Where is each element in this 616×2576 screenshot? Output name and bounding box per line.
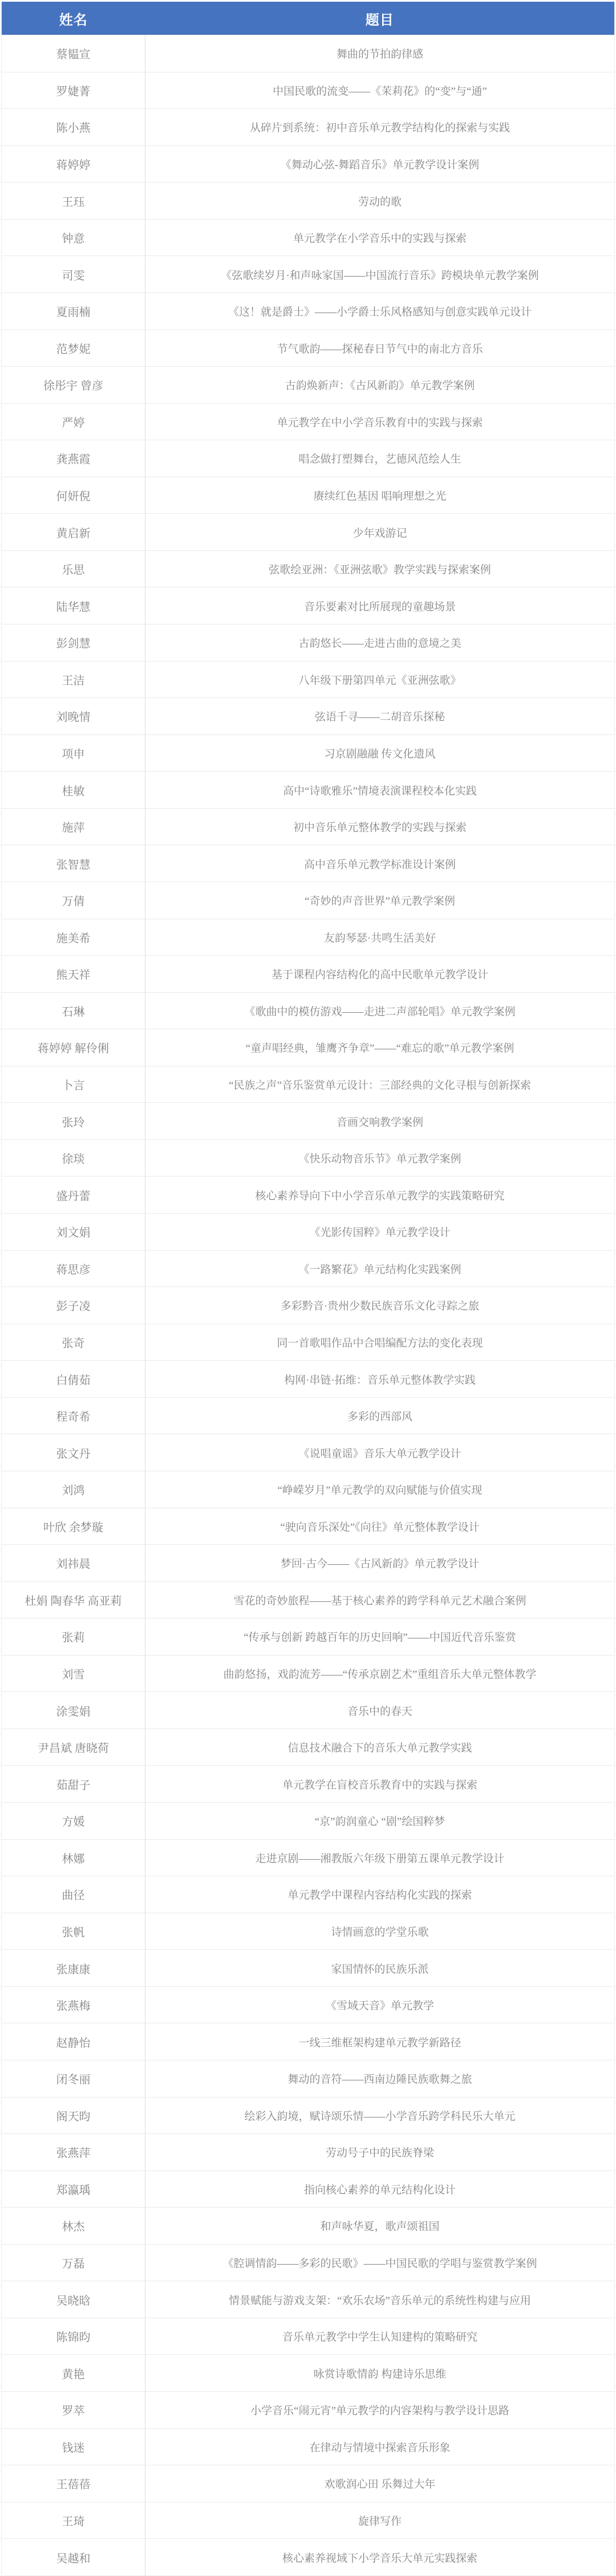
- table-row: [2, 2281, 615, 2318]
- presentation-title: 同一首歌唱作品中合唱编配方法的变化表现: [145, 1324, 615, 1361]
- table-row: [2, 145, 615, 182]
- presenter-name: 施美希: [2, 919, 145, 956]
- table-row: [2, 2318, 615, 2355]
- table-row: [2, 845, 615, 882]
- presentation-title: 单元教学在小学音乐中的实践与探索: [145, 219, 615, 256]
- table-row: [2, 1986, 615, 2023]
- presentation-title: 劳动的歌: [145, 182, 615, 220]
- presentation-title: 单元教学在中小学音乐教育中的实践与探索: [145, 403, 615, 440]
- presenter-name: 曲径: [2, 1876, 145, 1913]
- presenter-name: 蔡韫宣: [2, 35, 145, 72]
- presenter-name: 林杰: [2, 2208, 145, 2245]
- column-header-name: 姓名: [2, 2, 145, 35]
- presenter-name: 张奇: [2, 1324, 145, 1361]
- table-row: [2, 1214, 615, 1251]
- presentation-title: 少年戏游记: [145, 514, 615, 551]
- presenter-name: 张莉: [2, 1618, 145, 1656]
- presenter-name: 陆华慧: [2, 587, 145, 624]
- presentation-title: 《说唱童谣》音乐大单元教学设计: [145, 1434, 615, 1471]
- presentation-title: 梦回·古今——《古风新韵》单元教学设计: [145, 1545, 615, 1582]
- table-row: [2, 1361, 615, 1398]
- table-row: [2, 992, 615, 1029]
- presentation-title: 《这！就是爵士》——小学爵士乐风格感知与创意实践单元设计: [145, 293, 615, 330]
- table-row: [2, 1397, 615, 1434]
- presentation-title: 指向核心素养的单元结构化设计: [145, 2171, 615, 2208]
- table-row: [2, 2428, 615, 2465]
- presenter-name: 司雯: [2, 256, 145, 293]
- presenter-name: 钱迷: [2, 2428, 145, 2465]
- table-row: [2, 2465, 615, 2502]
- presentation-title: 《雪域天音》单元教学: [145, 1986, 615, 2023]
- presentation-title: “民族之声”音乐鉴赏单元设计：三部经典的文化寻根与创新探索: [145, 1066, 615, 1103]
- presenter-name: 涂雯娟: [2, 1692, 145, 1729]
- presentation-title: 音乐中的春天: [145, 1692, 615, 1729]
- presentation-title: 曲韵悠扬，戏韵流芳——“传承京剧艺术”重组音乐大单元整体教学: [145, 1655, 615, 1692]
- table-row: [2, 182, 615, 220]
- presenter-name: 白倩茹: [2, 1361, 145, 1398]
- table-row: [2, 772, 615, 809]
- presenter-name: 陈小燕: [2, 109, 145, 146]
- presenter-name: 闭冬丽: [2, 2060, 145, 2097]
- table-row: [2, 1655, 615, 1692]
- presentation-title: 中国民歌的流变——《茉莉花》的“变”与“通”: [145, 72, 615, 109]
- table-row: [2, 1545, 615, 1582]
- presentation-title: 绘彩入韵境，赋诗颂乐情——小学音乐跨学科民乐大单元: [145, 2097, 615, 2134]
- presenter-name: 罗萃: [2, 2392, 145, 2429]
- presentation-title: 雪花的奇妙旅程——基于核心素养的跨学科单元艺术融合案例: [145, 1581, 615, 1618]
- presenter-name: 黄启新: [2, 514, 145, 551]
- presentation-title: 咏赏诗歌情韵 构建诗乐思维: [145, 2355, 615, 2392]
- presentation-title: 走进京剧——湘教版六年级下册第五课单元教学设计: [145, 1839, 615, 1876]
- presentation-title: 情景赋能与游戏支架：“欢乐农场”音乐单元的系统性构建与应用: [145, 2281, 615, 2318]
- presentation-title: 《歌曲中的模仿游戏——走进二声部轮唱》单元教学案例: [145, 992, 615, 1029]
- table-row: [2, 109, 615, 146]
- presentation-title: 从碎片到系统：初中音乐单元教学结构化的探索与实践: [145, 109, 615, 146]
- table-row: [2, 1876, 615, 1913]
- presentation-title: 唱念做打塑舞台，艺德风范绘人生: [145, 440, 615, 477]
- table-row: [2, 219, 615, 256]
- presenter-name: 桂敏: [2, 772, 145, 809]
- presentation-title: 舞曲的节拍韵律感: [145, 35, 615, 72]
- table-row: [2, 1766, 615, 1803]
- table-row: [2, 1103, 615, 1140]
- presenter-name: 郑瀛瑀: [2, 2171, 145, 2208]
- table-row: [2, 367, 615, 404]
- table-row: [2, 1729, 615, 1766]
- presentation-title: 《舞动心弦-舞蹈音乐》单元教学设计案例: [145, 145, 615, 182]
- table-row: [2, 2171, 615, 2208]
- table-row: [2, 2244, 615, 2281]
- table-row: [2, 1618, 615, 1656]
- presentation-title: 构网·串链·拓维：音乐单元整体教学实践: [145, 1361, 615, 1398]
- table-row: [2, 2392, 615, 2429]
- presentation-title: 节气歌韵——探秘春日节气中的南北方音乐: [145, 330, 615, 367]
- presenter-name: 万倩: [2, 882, 145, 919]
- presentation-title: “传承与创新 跨越百年的历史回响”——中国近代音乐鉴赏: [145, 1618, 615, 1656]
- table-row: [2, 956, 615, 993]
- presenter-name: 范梦妮: [2, 330, 145, 367]
- table-row: [2, 514, 615, 551]
- presentation-title: 《腔调情韵——多彩的民歌》——中国民歌的学唱与鉴赏教学案例: [145, 2244, 615, 2281]
- presentation-title: 八年级下册第四单元《亚洲弦歌》: [145, 661, 615, 698]
- presenter-name: 黄艳: [2, 2355, 145, 2392]
- presenter-name: 阁天昀: [2, 2097, 145, 2134]
- presenter-name: 钟意: [2, 219, 145, 256]
- presentation-title: 音乐要素对比所展现的童趣场景: [145, 587, 615, 624]
- presenter-name: 刘文娟: [2, 1214, 145, 1251]
- presentation-title: 《弦歌续岁月·和声咏家国——中国流行音乐》跨模块单元教学案例: [145, 256, 615, 293]
- presentation-title: “驶向音乐深处”《向往》单元整体教学设计: [145, 1508, 615, 1545]
- table-row: [2, 2208, 615, 2245]
- presentation-title: 劳动号子中的民族脊梁: [145, 2134, 615, 2171]
- presenter-name: 夏雨楠: [2, 293, 145, 330]
- table-row: [2, 2502, 615, 2539]
- presentation-title: 高中“诗歌雅乐”情境表演课程校本化实践: [145, 772, 615, 809]
- presenter-name: 卜言: [2, 1066, 145, 1103]
- table-row: [2, 330, 615, 367]
- presentation-title: 家国情怀的民族乐派: [145, 1950, 615, 1987]
- presenter-name: 石琳: [2, 992, 145, 1029]
- presenter-name: 刘祎晨: [2, 1545, 145, 1582]
- table-row: [2, 2539, 615, 2576]
- table-row: [2, 1324, 615, 1361]
- presenter-name: 张文丹: [2, 1434, 145, 1471]
- table-row: [2, 1692, 615, 1729]
- header-row: [2, 2, 615, 35]
- presenter-name: 赵静怡: [2, 2023, 145, 2060]
- presenter-name: 严婷: [2, 403, 145, 440]
- presenter-name: 方媛: [2, 1803, 145, 1840]
- presentation-title: 高中音乐单元教学标准设计案例: [145, 845, 615, 882]
- table-row: [2, 1029, 615, 1066]
- presentation-title: 单元教学中课程内容结构化实践的探索: [145, 1876, 615, 1913]
- presenter-name: 张燕萍: [2, 2134, 145, 2171]
- presenter-name: 王洁: [2, 661, 145, 698]
- page: [0, 2, 616, 2576]
- table-row: [2, 72, 615, 109]
- presenter-name: 乐思: [2, 550, 145, 587]
- table-row: [2, 1471, 615, 1508]
- presenter-name: 徐彤宇 曾彦: [2, 367, 145, 404]
- presentation-title: 《一路繁花》单元结构化实践案例: [145, 1250, 615, 1287]
- presenter-name: 蒋婷婷: [2, 145, 145, 182]
- table-row: [2, 2134, 615, 2171]
- table-row: [2, 735, 615, 772]
- table-row: [2, 1950, 615, 1987]
- presentation-title: 习京剧融融 传文化遗风: [145, 735, 615, 772]
- presenter-name: 王琦: [2, 2502, 145, 2539]
- presentation-title: 欢歌润心田 乐舞过大年: [145, 2465, 615, 2502]
- presentation-title: “童声唱经典，雏鹰齐争章”——“难忘的歌”单元教学案例: [145, 1029, 615, 1066]
- table-row: [2, 440, 615, 477]
- presentation-title: 一线三维框架构建单元教学新路径: [145, 2023, 615, 2060]
- presenter-name: 刘晚情: [2, 698, 145, 735]
- table-row: [2, 1913, 615, 1950]
- table-row: [2, 1139, 615, 1177]
- table-row: [2, 2097, 615, 2134]
- table-row: [2, 1287, 615, 1324]
- presentation-title: “峥嵘岁月”单元教学的双向赋能与价值实现: [145, 1471, 615, 1508]
- presenter-name: 盛丹蕾: [2, 1177, 145, 1214]
- table-row: [2, 1434, 615, 1471]
- presentation-title: 弦语千寻——二胡音乐探秘: [145, 698, 615, 735]
- presentation-title: 古韵焕新声：《古风新韵》单元教学案例: [145, 367, 615, 404]
- presenter-name: 张智慧: [2, 845, 145, 882]
- presenter-name: 彭剑慧: [2, 624, 145, 662]
- table-row: [2, 1803, 615, 1840]
- presenter-name: 张帆: [2, 1913, 145, 1950]
- presentation-title: 音乐单元教学中学生认知建构的策略研究: [145, 2318, 615, 2355]
- presentation-title: 舞动的音符——西南边陲民族歌舞之旅: [145, 2060, 615, 2097]
- presenter-name: 吴越和: [2, 2539, 145, 2576]
- table-row: [2, 1508, 615, 1545]
- presenter-name: 吴晓晗: [2, 2281, 145, 2318]
- presentation-title: “京”韵润童心 “剧”绘国粹梦: [145, 1803, 615, 1840]
- presenter-name: 刘雪: [2, 1655, 145, 1692]
- presentation-title: 多彩黔音·贵州少数民族音乐文化寻踪之旅: [145, 1287, 615, 1324]
- presenter-name: 罗婕菁: [2, 72, 145, 109]
- presentation-title: 基于课程内容结构化的高中民歌单元教学设计: [145, 956, 615, 993]
- presenter-name: 万磊: [2, 2244, 145, 2281]
- presenter-name: 徐琰: [2, 1139, 145, 1177]
- table-row: [2, 2355, 615, 2392]
- table-row: [2, 477, 615, 514]
- presentation-title: “奇妙的声音世界”单元教学案例: [145, 882, 615, 919]
- presenter-name: 张燕梅: [2, 1986, 145, 2023]
- presentation-title: 单元教学在盲校音乐教育中的实践与探索: [145, 1766, 615, 1803]
- presenter-name: 杜娟 陶春华 高亚莉: [2, 1581, 145, 1618]
- presenter-name: 王蓓蓓: [2, 2465, 145, 2502]
- table-row: [2, 2023, 615, 2060]
- table-row: [2, 1177, 615, 1214]
- presentation-title: 友韵琴瑟·共鸣生活美好: [145, 919, 615, 956]
- presentation-title: 信息技术融合下的音乐大单元教学实践: [145, 1729, 615, 1766]
- presenters-table: [1, 2, 615, 2576]
- table-row: [2, 624, 615, 662]
- presentation-title: 《快乐动物音乐节》单元教学案例: [145, 1139, 615, 1177]
- presenter-name: 施萍: [2, 808, 145, 845]
- presenter-name: 蒋婷婷 解伶俐: [2, 1029, 145, 1066]
- table-row: [2, 919, 615, 956]
- table-row: [2, 2060, 615, 2097]
- presenter-name: 程奇希: [2, 1397, 145, 1434]
- presentation-title: 音画交响教学案例: [145, 1103, 615, 1140]
- table-row: [2, 550, 615, 587]
- presentation-title: 古韵悠长——走进古曲的意境之美: [145, 624, 615, 662]
- presenter-name: 叶欣 余梦璇: [2, 1508, 145, 1545]
- presenter-name: 林娜: [2, 1839, 145, 1876]
- presentation-title: 在律动与情境中探索音乐形象: [145, 2428, 615, 2465]
- presenter-name: 张玲: [2, 1103, 145, 1140]
- presenter-name: 刘鸿: [2, 1471, 145, 1508]
- presenter-name: 陈锦昀: [2, 2318, 145, 2355]
- presentation-title: 《光影传国粹》单元教学设计: [145, 1214, 615, 1251]
- presentation-title: 和声咏华夏，歌声颂祖国: [145, 2208, 615, 2245]
- table-row: [2, 1066, 615, 1103]
- presentation-title: 赓续红色基因 唱响理想之光: [145, 477, 615, 514]
- table-row: [2, 698, 615, 735]
- table-row: [2, 1839, 615, 1876]
- presenter-name: 熊天祥: [2, 956, 145, 993]
- presenter-name: 蒋思彦: [2, 1250, 145, 1287]
- table-row: [2, 293, 615, 330]
- table-header: [2, 2, 615, 35]
- presenter-name: 张康康: [2, 1950, 145, 1987]
- presenter-name: 项申: [2, 735, 145, 772]
- presentation-title: 小学音乐“闹元宵”单元教学的内容架构与教学设计思路: [145, 2392, 615, 2429]
- presenter-name: 何妍倪: [2, 477, 145, 514]
- presenter-name: 龚燕霞: [2, 440, 145, 477]
- presentation-title: 旋律写作: [145, 2502, 615, 2539]
- presentation-title: 弦歌绘亚洲：《亚洲弦歌》教学实践与探索案例: [145, 550, 615, 587]
- presenter-name: 彭子凌: [2, 1287, 145, 1324]
- table-row: [2, 1250, 615, 1287]
- table-row: [2, 35, 615, 72]
- table-row: [2, 808, 615, 845]
- table-row: [2, 1581, 615, 1618]
- presentation-title: 核心素养导向下中小学音乐单元教学的实践策略研究: [145, 1177, 615, 1214]
- table-row: [2, 882, 615, 919]
- table-row: [2, 661, 615, 698]
- column-header-title: 题目: [145, 2, 615, 35]
- table-row: [2, 587, 615, 624]
- presentation-title: 初中音乐单元整体教学的实践与探索: [145, 808, 615, 845]
- presentation-title: 诗情画意的学堂乐歌: [145, 1913, 615, 1950]
- presenter-name: 王珏: [2, 182, 145, 220]
- table-row: [2, 256, 615, 293]
- table-body: [2, 35, 615, 2576]
- presentation-title: 多彩的西部风: [145, 1397, 615, 1434]
- presenter-name: 茹甜子: [2, 1766, 145, 1803]
- presenter-name: 尹昌斌 唐晓荷: [2, 1729, 145, 1766]
- presentation-title: 核心素养视域下小学音乐大单元实践探索: [145, 2539, 615, 2576]
- table-row: [2, 403, 615, 440]
